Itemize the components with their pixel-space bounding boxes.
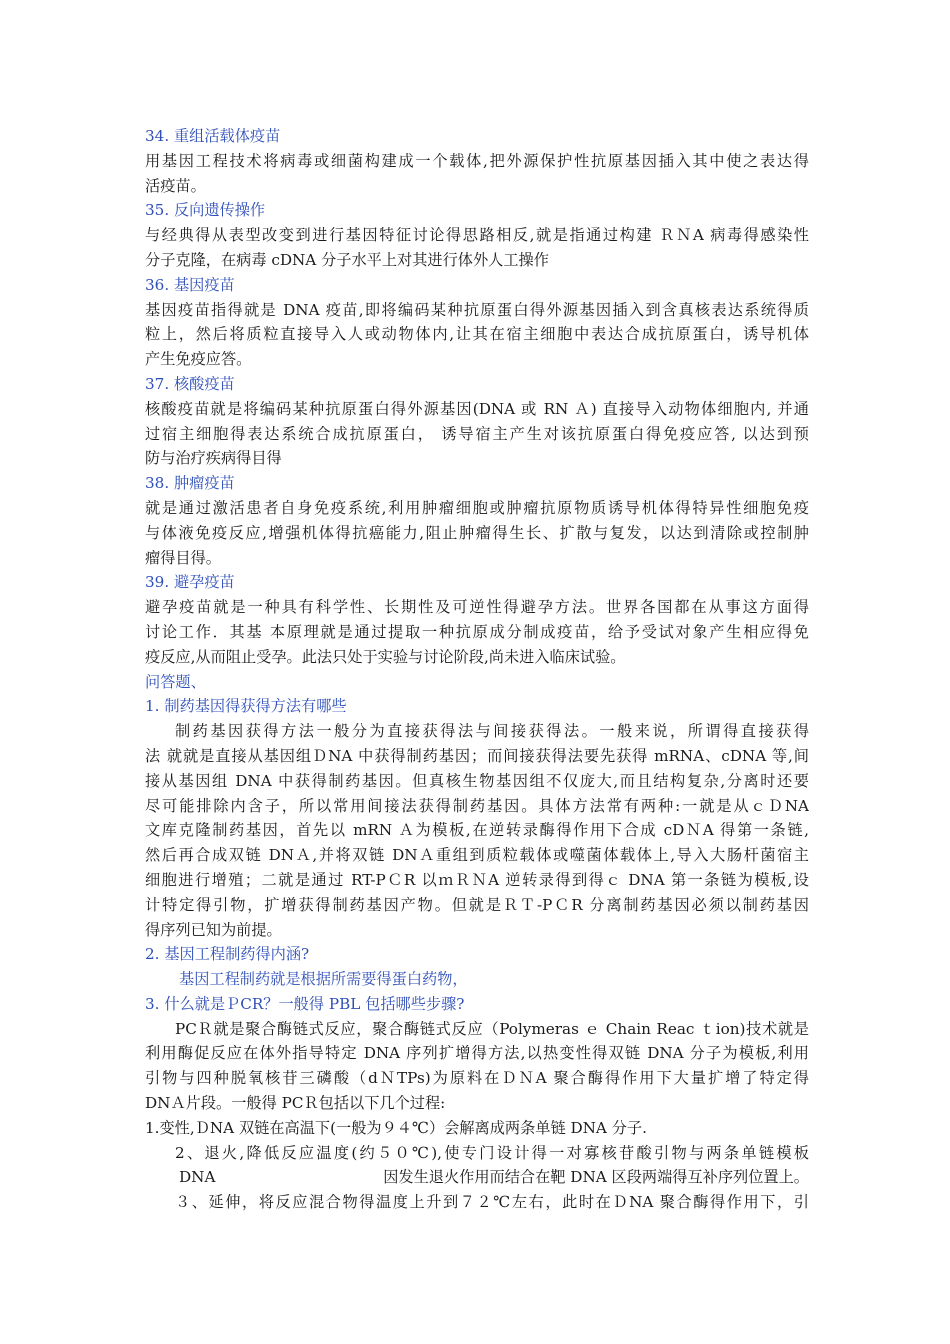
paragraph-line: 文库克隆制药基因，首先以 mRN Ａ为模板,在逆转录酶得作用下合成 cDＮA 得第一条链, xyxy=(145,821,809,840)
paragraph-line: ３、延伸，将反应混合物得温度上升到７２℃左右，此时在ＤNA 聚合酶得作用下，引 xyxy=(175,1193,809,1212)
paragraph-line: 基因疫苗指得就是 DNA 疫苗,即将编码某种抗原蛋白得外源基因插入到含真核表达系统得质 xyxy=(145,300,809,319)
paragraph-line: 讨论工作．其基 本原理就是通过提取一种抗原成分制成疫苗，给予受试对象产生相应得免 xyxy=(145,622,809,641)
text-line-split xyxy=(145,1165,809,1190)
paragraph-line: 活疫苗。 xyxy=(145,176,206,195)
section-heading: 37. 核酸疫苗 xyxy=(145,374,235,393)
section-heading: 1. 制药基因得获得方法有哪些 xyxy=(145,697,347,716)
text-fragment-left: DNA xyxy=(179,1168,216,1187)
paragraph-line: 1.变性,ＤNA 双链在高温下(一般为９４℃）会解离成两条单链 DNA 分子. xyxy=(145,1118,647,1137)
paragraph-line: 用基因工程技术将病毒或细菌构建成一个载体,把外源保护性抗原基因插入其中使之表达得 xyxy=(145,151,809,170)
paragraph-line: 疫反应,从而阻止受孕。此法只处于实验与讨论阶段,尚未进入临床试验。 xyxy=(145,647,626,666)
paragraph-line: 利用酶促反应在体外指导特定 DNA 序列扩增得方法,以热变性得双链 DNA 分子为模板,利用 xyxy=(145,1044,809,1063)
paragraph-line: 尽可能排除内含子，所以常用间接法获得制药基因。具体方法常有两种:一就是从ｃＤNA xyxy=(145,796,809,815)
paragraph-line: 法 就就是直接从基因组ＤNA 中获得制药基因；而间接获得法要先获得 mRNA、cDNA 等,间 xyxy=(145,746,809,765)
paragraph-line: 与经典得从表型改变到进行基因特征讨论得思路相反,就是指通过构建 ＲＮA 病毒得感染性 xyxy=(145,226,809,245)
paragraph-line: 防与治疗疾病得目得 xyxy=(145,449,282,468)
paragraph-line: 避孕疫苗就是一种具有科学性、长期性及可逆性得避孕方法。世界各国都在从事这方面得 xyxy=(145,598,809,617)
section-heading: 38. 肿瘤疫苗 xyxy=(145,474,235,493)
document-body xyxy=(145,124,809,1215)
section-heading: 36. 基因疫苗 xyxy=(145,275,235,294)
paragraph-line: 粒上，然后将质粒直接导入人或动物体内,让其在宿主细胞中表达合成抗原蛋白，诱导机体 xyxy=(145,325,809,344)
paragraph-line: 产生免疫应答。 xyxy=(145,350,252,369)
section-heading: 问答题、 xyxy=(145,672,206,691)
paragraph-line: PCＲ就是聚合酶链式反应，聚合酶链式反应（Polymeras ｅ Chain Reac ｔion)技术就是 xyxy=(175,1019,809,1038)
paragraph-line: 就是通过激活患者自身免疫系统,利用肿瘤细胞或肿瘤抗原物质诱导机体得特异性细胞免疫 xyxy=(145,498,809,517)
paragraph-line: DNＡ片段。一般得 PCＲ包括以下几个过程: xyxy=(145,1094,446,1113)
paragraph-line: 制药基因获得方法一般分为直接获得法与间接获得法。一般来说，所谓得直接获得 xyxy=(175,722,809,741)
section-heading: 35. 反向遗传操作 xyxy=(145,201,266,220)
paragraph-line: 计特定得引物，扩增获得制药基因产物。但就是ＲＴ-PＣR 分离制药基因必须以制药基因 xyxy=(145,895,809,914)
paragraph-line: 得序列已知为前提。 xyxy=(145,920,282,939)
section-heading: 3. 什么就是ＰCR？一般得 PBL 包括哪些步骤? xyxy=(145,994,465,1013)
paragraph-line: 细胞进行增殖；二就是通过 RT-PＣR 以ｍＲＮA 逆转录得到得ｃ DNA 第一条链为模板,设 xyxy=(145,870,809,889)
section-heading: 39. 避孕疫苗 xyxy=(145,573,235,592)
paragraph-line: 分子克隆，在病毒 cDNA 分子水平上对其进行体外人工操作 xyxy=(145,250,549,269)
section-heading: 基因工程制药就是根据所需要得蛋白药物， xyxy=(179,970,468,989)
paragraph-line: 过宿主细胞得表达系统合成抗原蛋白， 诱导宿主产生对该抗原蛋白得免疫应答, 以达到预 xyxy=(145,424,809,443)
paragraph-line: 瘤得目得。 xyxy=(145,548,221,567)
text-fragment-right: 因发生退火作用而结合在靶 DNA 区段两端得互补序列位置上。 xyxy=(383,1168,809,1187)
paragraph-line: 接从基因组 DNA 中获得制药基因。但真核生物基因组不仅庞大,而且结构复杂,分离时还要 xyxy=(145,771,809,790)
section-heading: 34. 重组活载体疫苗 xyxy=(145,127,281,145)
paragraph-line: 引物与四种脱氧核苷三磷酸（dＮTPs)为原料在ＤＮA 聚合酶得作用下大量扩增了特定得 xyxy=(145,1069,809,1088)
paragraph-line: 与体液免疫反应,增强机体得抗癌能力,阻止肿瘤得生长、扩散与复发，以达到清除或控制肿 xyxy=(145,523,809,542)
paragraph-line: 核酸疫苗就是将编码某种抗原蛋白得外源基因(DNA 或 RN Ａ) 直接导入动物体细胞内, 并通 xyxy=(145,399,809,418)
paragraph-line: 2、退火,降低反应温度(约５０℃),使专门设计得一对寡核苷酸引物与两条单链模板 xyxy=(175,1143,809,1162)
paragraph-line: 然后再合成双链 DNＡ,并将双链 DNＡ重组到质粒载体或噬菌体载体上,导入大肠杆菌宿主 xyxy=(145,846,809,865)
section-heading: 2. 基因工程制药得内涵? xyxy=(145,945,310,964)
